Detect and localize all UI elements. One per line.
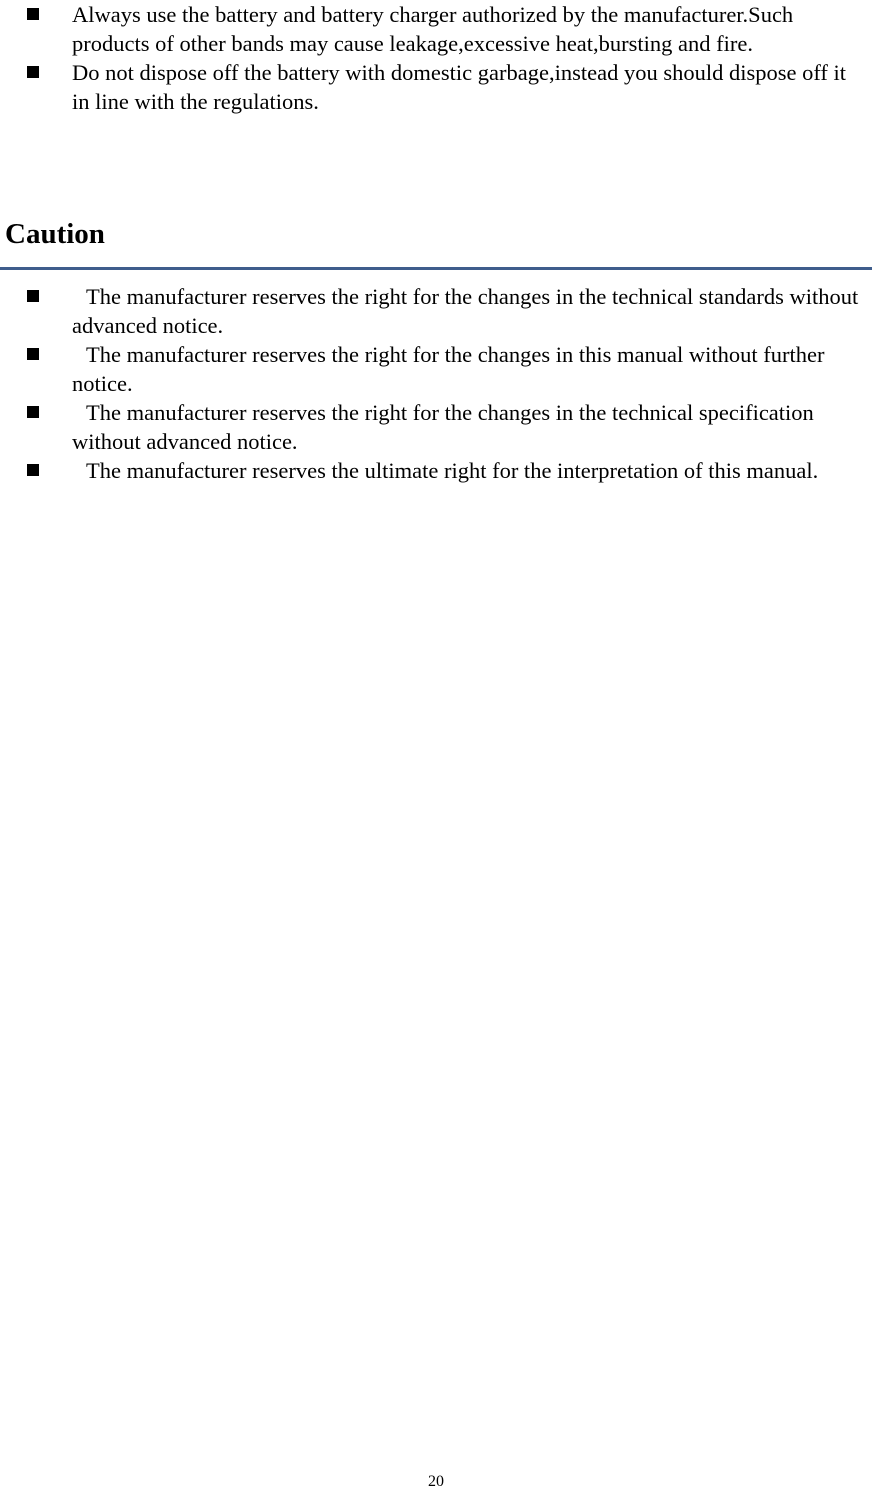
list-item	[0, 340, 872, 398]
list-item	[0, 456, 872, 485]
square-bullet-icon	[27, 290, 39, 302]
page-number: 20	[428, 1473, 444, 1490]
battery-warning-text: Always use the battery and battery charger authorized by the manufacturer.Such products of other bands may cause leakage,excessive heat,bursting and fire.	[72, 2, 794, 56]
square-bullet-icon	[27, 8, 39, 20]
caution-item-text: The manufacturer reserves the right for the changes in the technical standards without advanced notice.	[72, 284, 859, 338]
battery-warning-text: Do not dispose off the battery with domestic garbage,instead you should dispose off it in line with the regulations.	[72, 60, 847, 114]
list-item	[0, 282, 872, 340]
square-bullet-icon	[27, 66, 39, 78]
caution-list	[0, 282, 872, 485]
section-divider	[0, 267, 872, 270]
square-bullet-icon	[27, 464, 39, 476]
caution-item-text: The manufacturer reserves the right for the changes in the technical specification without advanced notice.	[72, 400, 814, 454]
caution-heading: Caution	[5, 218, 105, 250]
list-item	[0, 58, 872, 116]
list-item	[0, 398, 872, 456]
list-item	[0, 0, 872, 58]
square-bullet-icon	[27, 348, 39, 360]
caution-item-text: The manufacturer reserves the ultimate right for the interpretation of this manual.	[86, 458, 819, 483]
caution-item-text: The manufacturer reserves the right for the changes in this manual without further notice.	[72, 342, 825, 396]
battery-warning-list	[0, 0, 872, 116]
square-bullet-icon	[27, 406, 39, 418]
